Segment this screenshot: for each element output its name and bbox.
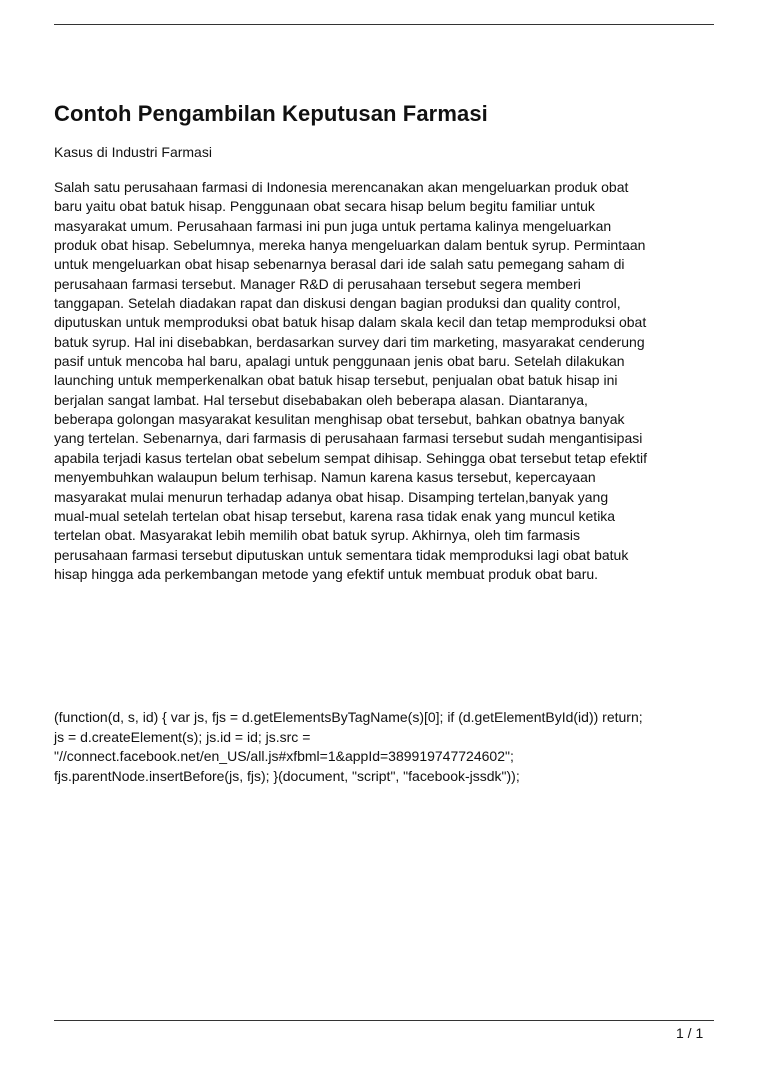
- footer-divider: [54, 1020, 714, 1021]
- document-content: [54, 100, 714, 584]
- embedded-script-text: (function(d, s, id) { var js, fjs = d.getElementsByTagName(s)[0]; if (d.getElementById(id)) return; js = d.createElement(s); js.id = id; js.src = "//connect.facebook.net/en_US/all.js#xfbml=1&appId=389919747724602"; fjs.parentNode.insertBefore(js, fjs); }(document, "script", "facebook-jssdk"));: [54, 709, 643, 784]
- document-subtitle: Kasus di Industri Farmasi: [54, 144, 212, 160]
- page-indicator: 1 / 1: [676, 1025, 704, 1041]
- body-paragraph: Salah satu perusahaan farmasi di Indonesia merencanakan akan mengeluarkan produk obat baru yaitu obat batuk hisap. Penggunaan obat secara hisap belum begitu familiar untuk masyarakat umum. Perusahaan farmasi ini pun juga untuk pertama kalinya mengeluarkan produk obat hisap. Sebelumnya, mereka hanya mengeluarkan dalam bentuk syrup. Permintaan untuk mengeluarkan obat hisap sebenarnya berasal dari ide salah satu pemegang saham di perusahaan farmasi tersebut. Manager R&D di perusahaan tersebut segera memberi tanggapan. Setelah diadakan rapat dan diskusi dengan bagian produksi dan quality control, diputuskan untuk memproduksi obat batuk hisap dalam skala kecil dan tetap memproduksi obat batuk syrup. Hal ini disebabkan, berdasarkan survey dari tim marketing, masyarakat cenderung pasif untuk mencoba hal baru, apalagi untuk penggunaan jenis obat baru. Setelah dilakukan launching untuk memperkenalkan obat batuk hisap tersebut, penjualan obat batuk hisap ini berjalan sangat lambat. Hal tersebut disebabakan oleh beberapa alasan. Diantaranya, beberapa golongan masyarakat kesulitan menghisap obat tersebut, bahkan obatnya banyak yang tertelan. Sebenarnya, dari farmasis di perusahaan farmasi tersebut sudah mengantisipasi apabila terjadi kasus tertelan obat sebelum sempat dihisap. Sehingga obat tersebut tetap efektif menyembuhkan walaupun belum terhisap. Namun karena kasus tersebut, kepercayaan masyarakat mulai menurun terhadap adanya obat hisap. Disamping tertelan,banyak yang mual-mual setelah tertelan obat hisap tersebut, karena rasa tidak enak yang muncul ketika tertelan obat. Masyarakat lebih memilih obat batuk syrup. Akhirnya, oleh tim farmasis perusahaan farmasi tersebut diputuskan untuk sementara tidak memproduksi lagi obat batuk hisap hingga ada perkembangan metode yang efektif untuk membuat produk obat baru.: [54, 179, 648, 582]
- header-divider: [54, 24, 714, 25]
- document-title: Contoh Pengambilan Keputusan Farmasi: [54, 101, 488, 126]
